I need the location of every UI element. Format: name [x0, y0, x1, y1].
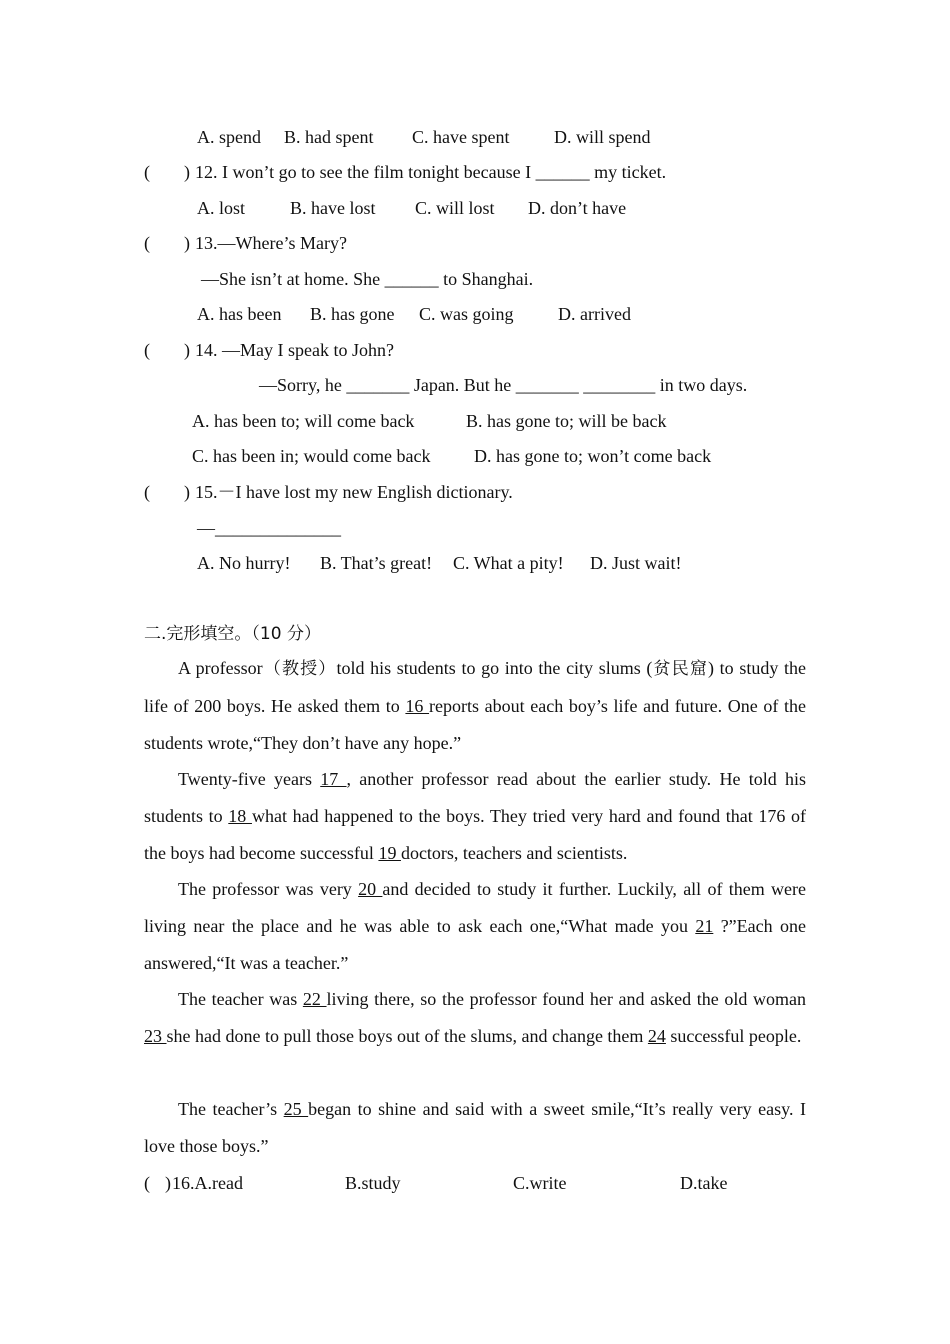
- blank-18: 18: [228, 806, 252, 826]
- option-d: D. has gone to; won’t come back: [474, 446, 712, 466]
- question-text: 12. I won’t go to see the film tonight because I ______ my ticket.: [195, 162, 667, 182]
- option-a: A. spend: [197, 127, 261, 147]
- blank-23: 23: [144, 1026, 167, 1046]
- text: ) to study the life of 200 boys. He asked them to: [144, 658, 806, 716]
- reply-text: —______________: [197, 518, 341, 538]
- blank-22: 22: [302, 989, 327, 1009]
- answer-bracket-close: ): [184, 233, 190, 253]
- answer-bracket-open: (: [144, 482, 150, 502]
- reply-text: —Sorry, he _______ Japan. But he _______ ________ in two days.: [259, 375, 748, 395]
- text: and decided to study it further. Luckily, all of them were living near the place and he was able to ask each one,“What made you: [144, 879, 807, 936]
- text: The professor was very: [178, 879, 359, 899]
- option-d: D. arrived: [558, 304, 631, 324]
- option-b: B. has gone: [310, 304, 395, 324]
- text: A professor: [178, 658, 263, 678]
- answer-bracket-close: ): [184, 340, 190, 360]
- option-d: D. don’t have: [528, 198, 627, 218]
- question-text: 13.—Where’s Mary?: [195, 233, 347, 253]
- text: successful people.: [665, 1026, 802, 1046]
- passage-paragraph-2: [144, 761, 806, 872]
- option-b: B. That’s great!: [320, 553, 433, 573]
- option-d: D.take: [680, 1173, 728, 1193]
- passage-paragraph-5: [144, 1091, 806, 1165]
- answer-bracket-close: ): [184, 482, 190, 502]
- option-c: C. will lost: [415, 198, 495, 218]
- option-a: A. has been: [197, 304, 282, 324]
- option-b: B. have lost: [290, 198, 376, 218]
- passage-paragraph-3: [144, 871, 806, 982]
- blank-21: 21: [695, 916, 714, 936]
- answer-bracket-close: ): [184, 162, 190, 182]
- answer-bracket-close: ): [165, 1173, 171, 1193]
- option-b: B.study: [345, 1173, 401, 1193]
- blank-19: 19: [378, 843, 401, 863]
- option-a: 16.A.read: [172, 1173, 243, 1193]
- section-heading: 二.完形填空。（10 分）: [144, 624, 321, 644]
- text: what had happened to the boys. They tried very hard and found that 176 of the boys had become successful: [144, 806, 806, 863]
- text: Twenty-five years: [178, 769, 321, 789]
- text: she had done to pull those boys out of the slums, and change them: [166, 1026, 648, 1046]
- option-a: A. has been to; will come back: [192, 411, 415, 431]
- text: living there, so the professor found her and asked the old woman: [326, 989, 807, 1009]
- text: began to shine and said with a sweet smile,“It’s really very easy. I love those boys.”: [144, 1099, 806, 1156]
- option-d: D. Just wait!: [590, 553, 682, 573]
- blank-20: 20: [358, 879, 383, 899]
- option-a: A. lost: [197, 198, 246, 218]
- option-c: C. was going: [419, 304, 514, 324]
- answer-bracket-open: (: [144, 162, 150, 182]
- answer-bracket-open: (: [144, 1173, 150, 1193]
- option-b: B. had spent: [284, 127, 374, 147]
- text: 贫民窟: [652, 659, 709, 679]
- text: （教授）: [262, 659, 337, 679]
- option-b: B. has gone to; will be back: [466, 411, 667, 431]
- question-text: 15.－I have lost my new English dictionary.: [195, 482, 513, 502]
- text: told his students to go into the city slums (: [336, 658, 653, 678]
- option-a: A. No hurry!: [197, 553, 291, 573]
- question-text: 14. —May I speak to John?: [195, 340, 394, 360]
- option-c: C.write: [513, 1173, 567, 1193]
- option-c: C. What a pity!: [453, 553, 564, 573]
- text: , another professor read about the earlier study. He told his students to: [144, 769, 807, 826]
- blank-16: 16: [405, 696, 430, 716]
- reply-text: —She isn’t at home. She ______ to Shanghai.: [201, 269, 534, 289]
- option-c: C. has been in; would come back: [192, 446, 431, 466]
- text: doctors, teachers and scientists.: [400, 843, 628, 863]
- text: The teacher’s: [178, 1099, 284, 1119]
- text: reports about each boy’s life and future. One of the students wrote,“They don’t have any hope.”: [144, 696, 807, 753]
- blank-17: 17: [320, 769, 347, 789]
- blank-24: 24: [647, 1026, 666, 1046]
- passage-paragraph-4: [144, 981, 806, 1055]
- blank-25: 25: [283, 1099, 309, 1119]
- answer-bracket-open: (: [144, 340, 150, 360]
- text: ?”Each one answered,“It was a teacher.”: [144, 916, 806, 973]
- option-d: D. will spend: [554, 127, 651, 147]
- passage-paragraph-1: [144, 650, 806, 762]
- answer-bracket-open: (: [144, 233, 150, 253]
- text: The teacher was: [178, 989, 303, 1009]
- option-c: C. have spent: [412, 127, 510, 147]
